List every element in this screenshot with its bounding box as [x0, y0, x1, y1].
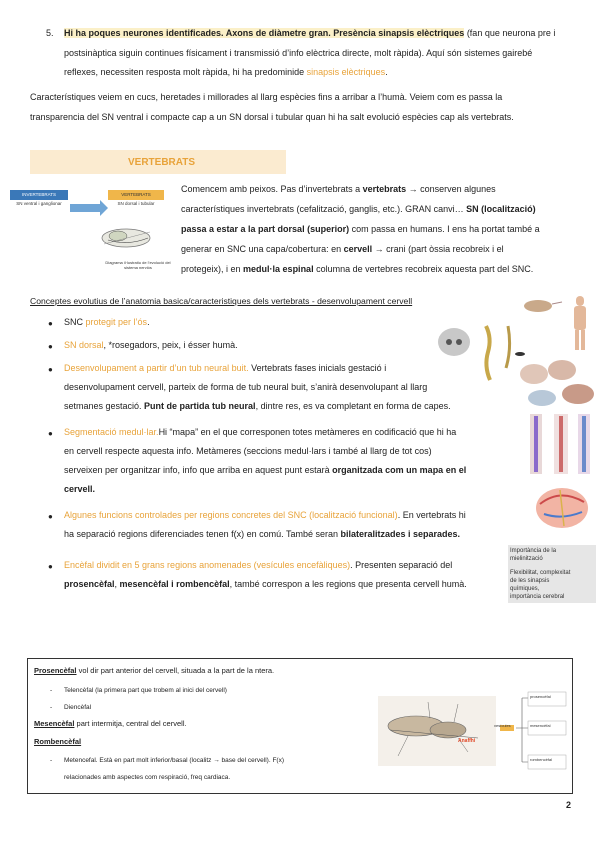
b4-b: Hi “mapa” en el que corresponen totes metàmeres en codificació que hi ha: [158, 427, 457, 437]
figure-caption: Diagrama il·lustratiu de l’evolució del sistema nerviós: [105, 260, 171, 270]
vertebrate-sub: SN dorsal i tubular: [117, 201, 155, 206]
b3-l3c: , dintre res, es va completant en forma de capes.: [255, 401, 451, 411]
vert-line3: [181, 220, 576, 239]
vert-line2: [181, 200, 576, 219]
b3-l3a: setmanes gestació.: [64, 401, 145, 411]
note-l2: mielinització: [510, 556, 543, 562]
vertebrate-label: VERTEBRATS: [121, 192, 151, 197]
vert-line1: [181, 180, 576, 199]
invertebrate-sub: SN ventral i ganglionar: [16, 201, 62, 206]
vert-l4a: generar en SNC una capa/cobertura: en: [181, 244, 344, 254]
b5-l2b: bilateralitzades i separades.: [340, 529, 461, 539]
item5-line1: [64, 24, 576, 43]
intro-line2: transparencia del SN ventral i compacte cap a un SN dorsal i tubular quan hi ha salt evolució espècies cap als vertebrats.: [30, 112, 514, 122]
b5-b: . En vertebrats hi: [397, 510, 466, 520]
item5-line2: postsinàptica siguin continues físicament i transmissió d’info elèctrica directe, molt ràpida). Aquí són sistemes gairebé: [64, 48, 533, 58]
vert-l5c: columna de vertebres recobreix aquesta part del SNC.: [313, 264, 534, 274]
rodent-human-illustration: [518, 292, 596, 354]
b4-a: Segmentació medul·lar.: [64, 427, 159, 437]
vert-l1a: Comencem amb peixos. Pas d’invertebrats a: [181, 184, 363, 194]
dash: -: [50, 704, 53, 711]
box-prosencefal: [34, 663, 274, 679]
b1-c: .: [147, 317, 150, 327]
dash: -: [50, 757, 53, 764]
b6-l2d: , també correspon a les regions que presenta cervell humà.: [229, 579, 467, 589]
box-telencefal: Telencèfal (la primera part que trobem al inici del cervell): [64, 687, 227, 694]
item5-line3: [64, 63, 576, 82]
box-metencefal-l2: relacionades amb aspectes com respiració, freq cardiaca.: [64, 774, 231, 781]
bullet-dot: ●: [48, 319, 53, 328]
box-rombencefal: Rombencèfal: [34, 737, 82, 746]
b6-l2c: mesencèfal i rombencèfal: [119, 579, 230, 589]
b6-b: . Presenten separació del: [350, 560, 453, 570]
bullet-dot: ●: [48, 512, 53, 521]
bullet-dot: ●: [48, 562, 53, 571]
vert-l5b: medul·la espinal: [243, 264, 314, 274]
b1-b: protegit per l’ós: [85, 317, 148, 327]
page-number: 2: [566, 800, 572, 810]
diagram-label: Anaffhi: [458, 738, 476, 744]
b1-a: SNC: [64, 317, 86, 327]
box-diencefal: Diencèfal: [64, 704, 92, 711]
bullet-dot: ●: [48, 429, 53, 438]
invertebrate-label: INVERTEBRATS: [21, 192, 57, 197]
box-metencefal-l1: Metencefal. Està en part molt inferior/basal (localitz → base del cervell). F(x): [64, 757, 285, 764]
tree-node-1: prosencèfal: [530, 694, 551, 699]
b6-a: Encèfal dividit en 5 grans regions anomenades (vesícules encefàliques): [64, 560, 351, 570]
mes-desc: part intermitja, central del cervell.: [74, 719, 187, 728]
item5-highlight: Hi ha poques neurones identificades. Axons de diàmetre gran. Presència sinapsis elèctriques: [64, 28, 465, 38]
b6-l2a: prosencèfal: [64, 579, 115, 589]
pros-desc: vol dir part anterior del cervell, situada a la part de la ntera.: [76, 666, 275, 675]
b5-a: Algunes funcions controlades per regions concretes del SNC (localització funcional): [64, 510, 398, 520]
bullet-3-line2: desenvolupament cervell, parteix de forma de tub neural buit, s’anirà desenvolupant al llarg: [64, 382, 428, 392]
vert-l1c: → conserven algunes: [406, 184, 496, 194]
vert-l3a: passa a estar a la part dorsal (superior): [181, 224, 350, 234]
side-note: [508, 545, 596, 603]
bullet-3-line3: [64, 397, 512, 416]
concepts-title: Conceptes evolutius de l’anatomia basica/caracteristiques dels vertebrats - desenvolupament cervell: [30, 296, 413, 306]
vert-l4c: → crani (part òssia recobreix i el: [372, 244, 504, 254]
bullet-6-line1: [64, 556, 504, 575]
bullet-2: [64, 336, 238, 355]
bullet-4-line1: [64, 423, 514, 442]
evolution-figure: [8, 188, 176, 274]
tree-node-2: mesencèfal: [530, 723, 551, 728]
bullet-4-line4: cervell.: [64, 484, 96, 494]
bullet-6-line2: [64, 575, 504, 594]
bullet-4-line2: en cervell respecte aquesta info. Metàmeres (seccions medul·lars i també al llarg de tot cos): [64, 446, 432, 456]
b3-l3b: Punt de partida tub neural: [144, 401, 256, 411]
bullet-5-line1: [64, 506, 534, 525]
spinal-segments-illustration: [524, 410, 596, 480]
b5-l2a: ha separació regions diferenciades tenen f(x) en comú. També seran: [64, 529, 341, 539]
vert-line4: [181, 240, 576, 259]
note-l6: importància cerebral: [510, 594, 565, 600]
bullet-3-line1: [64, 359, 512, 378]
note-l3: Flexibilitat, complexitat: [510, 570, 571, 576]
b6-l2b: ,: [114, 579, 120, 589]
note-l1: Importància de la: [510, 548, 557, 554]
b3-a: Desenvolupament a partir d’un tub neural buit.: [64, 363, 249, 373]
bullet-5-line2: [64, 525, 524, 544]
vert-line5: [181, 260, 576, 279]
vert-l3b: com passa en humans. I ens ha portat també a: [349, 224, 540, 234]
bullet-dot: ●: [48, 342, 53, 351]
item5-line3-orange: sinapsis elèctriques: [306, 67, 386, 77]
intro-line1: Característiques veiem en cucs, heretades i millorades al llarg espècies fins a arribar a l’humà. Veiem com es passa la: [30, 92, 503, 102]
bullet-1: [64, 313, 150, 332]
brain-map-illustration: [530, 480, 596, 542]
dash: -: [50, 687, 53, 694]
item-number: 5.: [46, 28, 54, 38]
vert-l2a: característiques invertebrats (cefalització, ganglis, etc.). GRAN canvi…: [181, 204, 467, 214]
note-l4: de les sinapsis: [510, 578, 550, 584]
item5-line3-end: .: [385, 67, 388, 77]
tree-root: vesícules: [494, 723, 511, 728]
b2-b: , *rosegadors, peix, i ésser humà.: [103, 340, 238, 350]
mes-title: Mesencèfal: [34, 719, 75, 728]
bullet-dot: ●: [48, 365, 53, 374]
tree-node-3: rombencèfal: [530, 757, 553, 762]
vert-l4b: cervell: [343, 244, 373, 254]
section-title: VERTEBRATS: [128, 157, 196, 168]
pros-title: Prosencèfal: [34, 666, 77, 675]
item5-rest: (fan que neurona pre i: [464, 28, 556, 38]
note-l5: químiques,: [510, 586, 540, 592]
box-mesencefal: [34, 716, 187, 732]
vert-l5a: protegeix), i en: [181, 264, 244, 274]
brain-tissue-illustration: [518, 350, 596, 410]
b4-l3b: organitzada com un mapa en el: [332, 465, 467, 475]
bullet-4-line3: [64, 461, 519, 480]
vesicles-diagram: [378, 690, 568, 770]
b4-l3a: serveixen per organitzar info, info que arriba en aquest punt estarà: [64, 465, 333, 475]
b2-a: SN dorsal: [64, 340, 104, 350]
vert-l2b: SN (localització): [466, 204, 536, 214]
item5-line3-text: reflexes, necessiten resposta molt ràpida, hi ha predominide: [64, 67, 307, 77]
vert-l1b: vertebrats: [362, 184, 407, 194]
b3-b: Vertebrats fases inicials gestació i: [248, 363, 387, 373]
